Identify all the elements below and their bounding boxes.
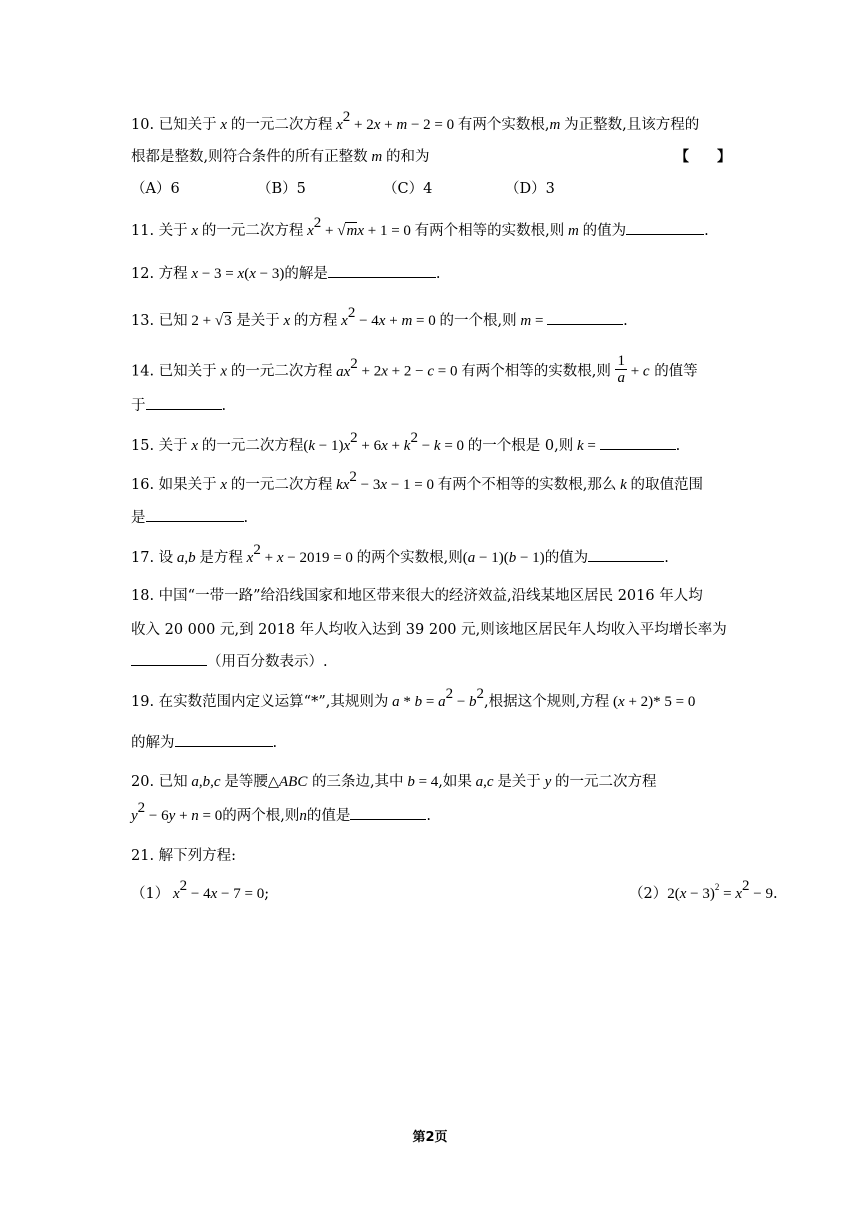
question-21-title: 21. 解下列方程: (131, 848, 237, 864)
page-number: 第2页 (412, 1130, 448, 1145)
part-2: $(2)2(x - 3)^2 = x^2 - 9$. (629, 878, 778, 902)
question-14-line-1: 14. 已知关于 x 的一元二次方程 $ax^2 + 2x + 2 - c = 0$ 有两个相等的实数根,则 $\frac{1}{a}$ + c 的值等 (131, 353, 698, 386)
question-20-line-2: $y^2 - 6y + n = 0$的两个根,则n的值是 . (131, 800, 431, 824)
answer-blank (146, 395, 222, 410)
answer-blank (600, 435, 676, 450)
question-13: 13. 已知 2 + √3 是关于 x 的方程 $x^2 - 4x + m = 0$ 的一个根,则 m = . (131, 305, 628, 329)
answer-blank (350, 805, 426, 820)
question-11: 11. 关于 x 的一元二次方程 $x^2 + √mx + 1 = 0$ 有两个相等的实数根,则 m 的值为 . (131, 215, 709, 239)
question-14-line-2: 于 . (131, 395, 731, 416)
question-18-line-2: 收入 20 000 元,到 2018 年人均收入达到 39 200 元,则该地区居民年人均收入平均增长率为 (131, 622, 727, 638)
answer-bracket: 【 】 (675, 149, 731, 165)
option-a: （A）6 (131, 181, 180, 197)
question-19-line-1: 19. 在实数范围内定义运算“*”,其规则为 $a * b = a^2 - b^2$,根据这个规则,方程 (x + 2)* 5 = 0 (131, 686, 696, 710)
question-10-line-1: 10. 已知关于 x 的一元二次方程 $x^2 + 2x + m - 2 = 0$ 有两个实数根,m 为正整数,且该方程的 (131, 109, 700, 133)
option-d: （D）3 (505, 181, 555, 197)
question-18-line-1: 18. 中国“一带一路”给沿线国家和地区带来很大的经济效益,沿线某地区居民 2016 年人均 (131, 588, 703, 604)
option-c: （C）4 (383, 181, 433, 197)
question-17: 17. 设 a,b 是方程 $x^2 + x - 2019 = 0$ 的两个实数根,则(a − 1)(b − 1)的值为 . (131, 542, 669, 566)
answer-blank (131, 651, 207, 666)
question-19-line-2: 的解为 . (131, 732, 731, 753)
question-18-line-3: （用百分数表示）. (131, 651, 731, 672)
question-16-line-2: 是 . (131, 507, 731, 528)
question-10-line-2: 根都是整数,则符合条件的所有正整数 m 的和为 【 】 (131, 149, 731, 165)
answer-blank (146, 507, 244, 522)
option-b: （B）5 (257, 181, 306, 197)
question-16-line-1: 16. 如果关于 x 的一元二次方程 $kx^2 - 3x - 1 = 0$ 有两个不相等的实数根,那么 k 的取值范围 (131, 469, 704, 493)
answer-blank (626, 220, 704, 235)
answer-blank (175, 732, 273, 747)
question-20-line-1: 20. 已知 a,b,c 是等腰△ABC 的三条边,其中 b = 4,如果 a,c 是关于 y 的一元二次方程 (131, 774, 657, 790)
question-12: 12. 方程 x − 3 = x(x − 3)的解是 . (131, 263, 731, 284)
answer-blank (547, 310, 623, 325)
answer-blank (588, 547, 664, 562)
answer-blank (328, 263, 436, 278)
question-15: 15. 关于 x 的一元二次方程$(k - 1)x^2 + 6x + k^2 - k = 0$ 的一个根是 0,则 k = . (131, 430, 681, 454)
question-21-parts (131, 878, 778, 904)
part-1: （1） $x^2 - 4x - 7 = 0$; (131, 878, 270, 902)
